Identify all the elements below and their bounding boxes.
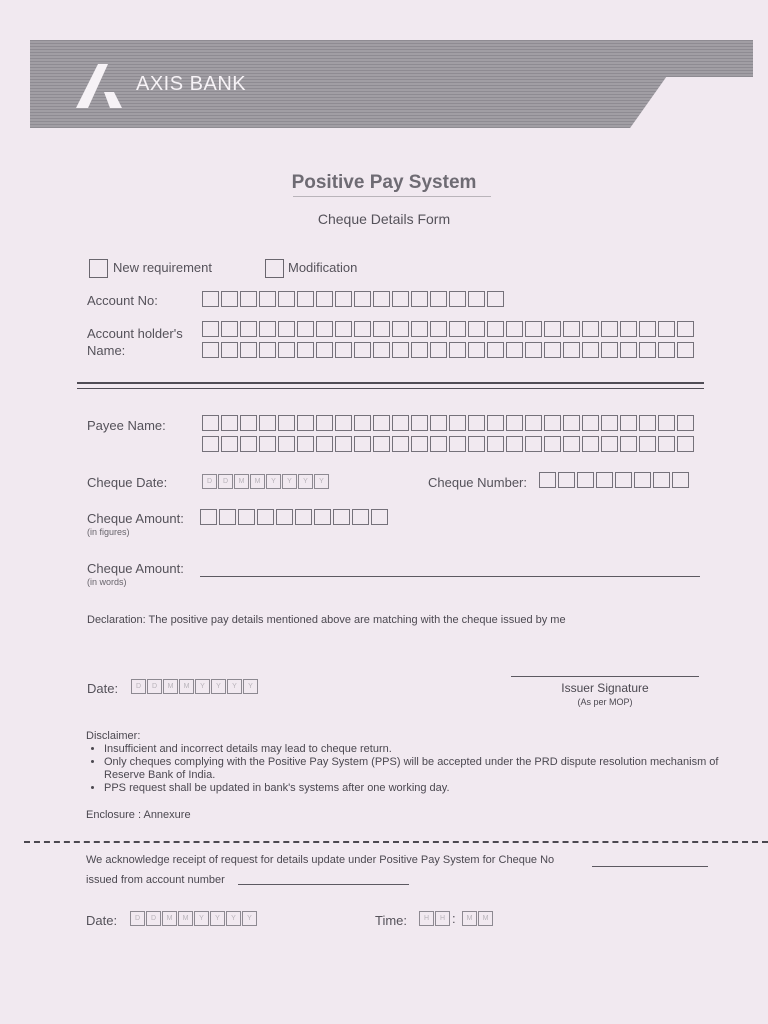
char-box[interactable] bbox=[335, 436, 352, 452]
char-box[interactable] bbox=[221, 415, 238, 431]
account-no-boxes[interactable] bbox=[202, 291, 506, 307]
char-box[interactable] bbox=[539, 472, 556, 488]
new-requirement-checkbox[interactable] bbox=[89, 259, 108, 278]
char-box[interactable] bbox=[238, 509, 255, 525]
in-figures-note: (in figures) bbox=[87, 527, 130, 537]
issuer-signature-label: Issuer Signature bbox=[561, 681, 649, 695]
char-box[interactable] bbox=[544, 342, 561, 358]
char-box[interactable] bbox=[297, 415, 314, 431]
char-box[interactable] bbox=[200, 509, 217, 525]
char-box[interactable] bbox=[487, 321, 504, 337]
placeholder-box[interactable]: Y bbox=[282, 474, 297, 489]
char-box[interactable] bbox=[333, 509, 350, 525]
cheque-date-boxes[interactable] bbox=[202, 474, 330, 489]
char-box[interactable] bbox=[658, 415, 675, 431]
placeholder-box[interactable]: D bbox=[131, 679, 146, 694]
payee-name-row1[interactable] bbox=[202, 415, 696, 431]
char-box[interactable] bbox=[278, 291, 295, 307]
char-box[interactable] bbox=[601, 415, 618, 431]
char-box[interactable] bbox=[202, 436, 219, 452]
ack-time-minutes[interactable] bbox=[462, 911, 494, 926]
modification-checkbox[interactable] bbox=[265, 259, 284, 278]
char-box[interactable] bbox=[620, 321, 637, 337]
placeholder-box[interactable]: Y bbox=[211, 679, 226, 694]
char-box[interactable] bbox=[639, 436, 656, 452]
char-box[interactable] bbox=[335, 321, 352, 337]
disclaimer-title: Disclaimer: bbox=[86, 730, 141, 742]
char-box[interactable] bbox=[525, 415, 542, 431]
char-box[interactable] bbox=[544, 436, 561, 452]
char-box[interactable] bbox=[354, 291, 371, 307]
char-box[interactable] bbox=[672, 472, 689, 488]
char-box[interactable] bbox=[677, 321, 694, 337]
char-box[interactable] bbox=[297, 291, 314, 307]
char-box[interactable] bbox=[392, 436, 409, 452]
char-box[interactable] bbox=[582, 415, 599, 431]
char-box[interactable] bbox=[525, 321, 542, 337]
char-box[interactable] bbox=[392, 291, 409, 307]
char-box[interactable] bbox=[468, 291, 485, 307]
char-box[interactable] bbox=[449, 436, 466, 452]
char-box[interactable] bbox=[202, 342, 219, 358]
placeholder-box[interactable]: M bbox=[162, 911, 177, 926]
char-box[interactable] bbox=[314, 509, 331, 525]
payee-name-label: Payee Name: bbox=[87, 418, 166, 433]
char-box[interactable] bbox=[354, 415, 371, 431]
char-box[interactable] bbox=[601, 436, 618, 452]
char-box[interactable] bbox=[506, 436, 523, 452]
form-subtitle: Cheque Details Form bbox=[317, 211, 451, 227]
char-box[interactable] bbox=[316, 415, 333, 431]
disclaimer-item: • Insufficient and incorrect details may lead to cheque return. bbox=[104, 743, 724, 756]
account-no-label: Account No: bbox=[87, 293, 158, 308]
char-box[interactable] bbox=[620, 436, 637, 452]
char-box[interactable] bbox=[620, 415, 637, 431]
char-box[interactable] bbox=[240, 291, 257, 307]
char-box[interactable] bbox=[335, 291, 352, 307]
axis-bank-logo-icon bbox=[74, 64, 134, 108]
char-box[interactable] bbox=[468, 436, 485, 452]
ack-line2: issued from account number bbox=[86, 874, 225, 886]
char-box[interactable] bbox=[615, 472, 632, 488]
ack-time-label: Time: bbox=[375, 913, 408, 928]
placeholder-box[interactable]: Y bbox=[226, 911, 241, 926]
placeholder-box[interactable]: M bbox=[163, 679, 178, 694]
declaration-text: The positive pay details mentioned above are matching with the cheque issued by me bbox=[145, 614, 566, 626]
char-box[interactable] bbox=[620, 342, 637, 358]
char-box[interactable] bbox=[297, 342, 314, 358]
char-box[interactable] bbox=[596, 472, 613, 488]
account-holder-label-line2: Name: bbox=[87, 343, 126, 358]
ack-time-hours[interactable] bbox=[419, 911, 451, 926]
char-box[interactable] bbox=[449, 415, 466, 431]
char-box[interactable] bbox=[371, 509, 388, 525]
char-box[interactable] bbox=[221, 321, 238, 337]
placeholder-box[interactable]: Y bbox=[227, 679, 242, 694]
char-box[interactable] bbox=[430, 321, 447, 337]
enclosure-note: Enclosure : Annexure bbox=[86, 809, 191, 821]
placeholder-box[interactable]: Y bbox=[210, 911, 225, 926]
placeholder-box[interactable]: Y bbox=[314, 474, 329, 489]
char-box[interactable] bbox=[487, 342, 504, 358]
char-box[interactable] bbox=[219, 509, 236, 525]
char-box[interactable] bbox=[658, 436, 675, 452]
char-box[interactable] bbox=[449, 342, 466, 358]
cut-line bbox=[24, 841, 768, 843]
char-box[interactable] bbox=[240, 342, 257, 358]
char-box[interactable] bbox=[259, 321, 276, 337]
ack-line1: We acknowledge receipt of request for details update under Positive Pay System for Cheque No bbox=[86, 854, 555, 866]
char-box[interactable] bbox=[601, 342, 618, 358]
char-box[interactable] bbox=[658, 321, 675, 337]
char-box[interactable] bbox=[639, 342, 656, 358]
char-box[interactable] bbox=[221, 342, 238, 358]
ack-cheque-no-line[interactable] bbox=[592, 866, 708, 867]
char-box[interactable] bbox=[525, 436, 542, 452]
ack-date-label: Date: bbox=[86, 913, 118, 928]
char-box[interactable] bbox=[278, 342, 295, 358]
char-box[interactable] bbox=[316, 436, 333, 452]
char-box[interactable] bbox=[506, 415, 523, 431]
char-box[interactable] bbox=[373, 342, 390, 358]
char-box[interactable] bbox=[240, 436, 257, 452]
char-box[interactable] bbox=[240, 321, 257, 337]
char-box[interactable] bbox=[259, 436, 276, 452]
placeholder-box[interactable]: H bbox=[435, 911, 450, 926]
char-box[interactable] bbox=[563, 342, 580, 358]
char-box[interactable] bbox=[295, 509, 312, 525]
char-box[interactable] bbox=[373, 415, 390, 431]
char-box[interactable] bbox=[259, 415, 276, 431]
placeholder-box[interactable]: M bbox=[250, 474, 265, 489]
placeholder-box[interactable]: M bbox=[234, 474, 249, 489]
cheque-number-label: Cheque Number: bbox=[428, 475, 527, 490]
char-box[interactable] bbox=[335, 415, 352, 431]
char-box[interactable] bbox=[449, 291, 466, 307]
in-words-note: (in words) bbox=[87, 577, 127, 587]
signature-line[interactable] bbox=[511, 676, 699, 677]
char-box[interactable] bbox=[582, 436, 599, 452]
placeholder-box[interactable]: M bbox=[178, 911, 193, 926]
disclaimer-item: • Only cheques complying with the Positive Pay System (PPS) will be accepted under the PRD dispute resolution mechanism of Reserve Bank of India. bbox=[104, 756, 724, 782]
placeholder-box[interactable]: M bbox=[462, 911, 477, 926]
char-box[interactable] bbox=[240, 415, 257, 431]
char-box[interactable] bbox=[653, 472, 670, 488]
placeholder-box[interactable]: Y bbox=[242, 911, 257, 926]
char-box[interactable] bbox=[316, 321, 333, 337]
new-requirement-label: New requirement bbox=[113, 260, 212, 275]
placeholder-box[interactable]: Y bbox=[243, 679, 258, 694]
char-box[interactable] bbox=[544, 321, 561, 337]
char-box[interactable] bbox=[297, 321, 314, 337]
payee-name-row2[interactable] bbox=[202, 436, 696, 452]
char-box[interactable] bbox=[335, 342, 352, 358]
char-box[interactable] bbox=[468, 321, 485, 337]
char-box[interactable] bbox=[563, 436, 580, 452]
char-box[interactable] bbox=[563, 415, 580, 431]
char-box[interactable] bbox=[430, 291, 447, 307]
placeholder-box[interactable]: D bbox=[218, 474, 233, 489]
cheque-date-label: Cheque Date: bbox=[87, 475, 168, 490]
title-underline bbox=[293, 196, 491, 197]
char-box[interactable] bbox=[392, 415, 409, 431]
char-box[interactable] bbox=[392, 321, 409, 337]
disclaimer-list bbox=[86, 743, 724, 795]
cheque-amount-words-line[interactable] bbox=[200, 576, 700, 577]
char-box[interactable] bbox=[582, 342, 599, 358]
char-box[interactable] bbox=[392, 342, 409, 358]
section-divider bbox=[77, 382, 704, 389]
char-box[interactable] bbox=[276, 509, 293, 525]
char-box[interactable] bbox=[634, 472, 651, 488]
char-box[interactable] bbox=[601, 321, 618, 337]
char-box[interactable] bbox=[259, 342, 276, 358]
char-box[interactable] bbox=[544, 415, 561, 431]
cheque-amount-words-label: Cheque Amount: bbox=[87, 561, 184, 576]
char-box[interactable] bbox=[316, 342, 333, 358]
declaration-date-boxes[interactable] bbox=[131, 679, 259, 694]
char-box[interactable] bbox=[373, 436, 390, 452]
disclaimer-item: • PPS request shall be updated in bank's systems after one working day. bbox=[104, 782, 724, 795]
declaration bbox=[87, 614, 566, 626]
char-box[interactable] bbox=[278, 321, 295, 337]
time-separator: : bbox=[452, 911, 456, 926]
placeholder-box[interactable]: H bbox=[419, 911, 434, 926]
char-box[interactable] bbox=[677, 436, 694, 452]
char-box[interactable] bbox=[221, 436, 238, 452]
form-title: Positive Pay System bbox=[291, 172, 477, 193]
char-box[interactable] bbox=[221, 291, 238, 307]
placeholder-box[interactable]: M bbox=[478, 911, 493, 926]
ack-date-boxes[interactable] bbox=[130, 911, 258, 926]
char-box[interactable] bbox=[202, 415, 219, 431]
brand-name: AXIS BANK bbox=[136, 73, 247, 95]
account-holder-name-row1[interactable] bbox=[202, 321, 696, 337]
char-box[interactable] bbox=[411, 291, 428, 307]
char-box[interactable] bbox=[278, 415, 295, 431]
char-box[interactable] bbox=[487, 436, 504, 452]
char-box[interactable] bbox=[558, 472, 575, 488]
cheque-number-boxes[interactable] bbox=[539, 472, 691, 488]
char-box[interactable] bbox=[487, 291, 504, 307]
account-holder-label-line1: Account holder's bbox=[87, 326, 183, 341]
placeholder-box[interactable]: D bbox=[146, 911, 161, 926]
char-box[interactable] bbox=[278, 436, 295, 452]
placeholder-box[interactable]: Y bbox=[195, 679, 210, 694]
char-box[interactable] bbox=[373, 321, 390, 337]
char-box[interactable] bbox=[468, 415, 485, 431]
char-box[interactable] bbox=[449, 321, 466, 337]
char-box[interactable] bbox=[563, 321, 580, 337]
cheque-amount-figures-boxes[interactable] bbox=[200, 509, 390, 525]
declaration-date-label: Date: bbox=[87, 681, 119, 696]
placeholder-box[interactable]: D bbox=[130, 911, 145, 926]
char-box[interactable] bbox=[430, 342, 447, 358]
declaration-label: Declaration: bbox=[87, 614, 146, 626]
char-box[interactable] bbox=[352, 509, 369, 525]
char-box[interactable] bbox=[411, 321, 428, 337]
char-box[interactable] bbox=[411, 342, 428, 358]
char-box[interactable] bbox=[202, 321, 219, 337]
char-box[interactable] bbox=[411, 436, 428, 452]
char-box[interactable] bbox=[487, 415, 504, 431]
char-box[interactable] bbox=[202, 291, 219, 307]
signature-note: (As per MOP) bbox=[577, 697, 633, 707]
char-box[interactable] bbox=[468, 342, 485, 358]
char-box[interactable] bbox=[677, 415, 694, 431]
ack-account-number-line[interactable] bbox=[238, 884, 409, 885]
char-box[interactable] bbox=[506, 321, 523, 337]
char-box[interactable] bbox=[506, 342, 523, 358]
placeholder-box[interactable]: Y bbox=[194, 911, 209, 926]
char-box[interactable] bbox=[354, 342, 371, 358]
cheque-amount-figures-label: Cheque Amount: bbox=[87, 511, 184, 526]
char-box[interactable] bbox=[582, 321, 599, 337]
char-box[interactable] bbox=[639, 321, 656, 337]
char-box[interactable] bbox=[354, 321, 371, 337]
modification-label: Modification bbox=[288, 260, 358, 275]
account-holder-name-row2[interactable] bbox=[202, 342, 696, 358]
char-box[interactable] bbox=[297, 436, 314, 452]
char-box[interactable] bbox=[373, 291, 390, 307]
char-box[interactable] bbox=[411, 415, 428, 431]
char-box[interactable] bbox=[257, 509, 274, 525]
char-box[interactable] bbox=[658, 342, 675, 358]
char-box[interactable] bbox=[639, 415, 656, 431]
char-box[interactable] bbox=[430, 436, 447, 452]
char-box[interactable] bbox=[525, 342, 542, 358]
char-box[interactable] bbox=[354, 436, 371, 452]
placeholder-box[interactable]: Y bbox=[298, 474, 313, 489]
placeholder-box[interactable]: M bbox=[179, 679, 194, 694]
char-box[interactable] bbox=[259, 291, 276, 307]
char-box[interactable] bbox=[577, 472, 594, 488]
placeholder-box[interactable]: Y bbox=[266, 474, 281, 489]
char-box[interactable] bbox=[677, 342, 694, 358]
char-box[interactable] bbox=[316, 291, 333, 307]
placeholder-box[interactable]: D bbox=[147, 679, 162, 694]
placeholder-box[interactable]: D bbox=[202, 474, 217, 489]
char-box[interactable] bbox=[430, 415, 447, 431]
